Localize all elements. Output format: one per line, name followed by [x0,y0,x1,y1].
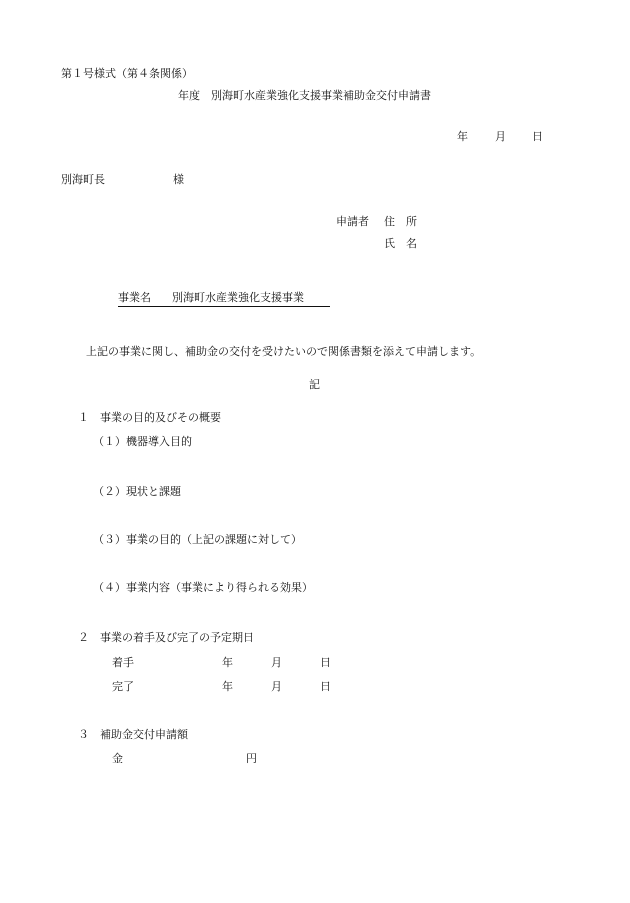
project-name: 別海町水産業強化支援事業 [172,291,304,304]
applicant-address-label: 住 所 [384,215,417,228]
amount-label: 金 [112,752,123,765]
date-day: 日 [532,130,543,143]
ki-heading: 記 [309,378,320,391]
applicant-label: 申請者 [336,215,369,228]
section3-title: 補助金交付申請額 [100,728,188,741]
section1-title: 事業の目的及びその概要 [100,411,221,424]
amount-currency: 円 [246,752,257,765]
start-year: 年 [222,656,233,669]
start-month: 月 [271,656,282,669]
form-number: 第１号様式（第４条関係） [61,67,193,80]
project-label: 事業名 [118,291,151,304]
section1-item: （４）事業内容（事業により得られる効果） [93,581,313,594]
applicant-name-label: 氏 名 [384,237,417,250]
date-month: 月 [495,130,506,143]
intro-text: 上記の事業に関し、補助金の交付を受けたいので関係書類を添えて申請します。 [86,345,482,358]
start-label: 着手 [112,656,134,669]
section1-number: １ [78,411,89,424]
end-year: 年 [222,680,233,693]
form-title: 年度 別海町水産業強化支援事業補助金交付申請書 [178,89,431,102]
end-month: 月 [271,680,282,693]
end-day: 日 [320,680,331,693]
start-day: 日 [320,656,331,669]
section2-title: 事業の着手及び完了の予定期日 [100,631,254,644]
section1-item: （３）事業の目的（上記の課題に対して） [93,533,302,546]
section1-item: （２）現状と課題 [93,485,181,498]
addressee-honorific: 様 [173,173,184,186]
end-label: 完了 [112,680,134,693]
project-name-line [118,291,330,307]
section2-number: ２ [78,631,89,644]
addressee-name: 別海町長 [61,173,105,186]
section3-number: ３ [78,728,89,741]
section1-item: （１）機器導入目的 [93,435,192,448]
date-year: 年 [457,130,468,143]
